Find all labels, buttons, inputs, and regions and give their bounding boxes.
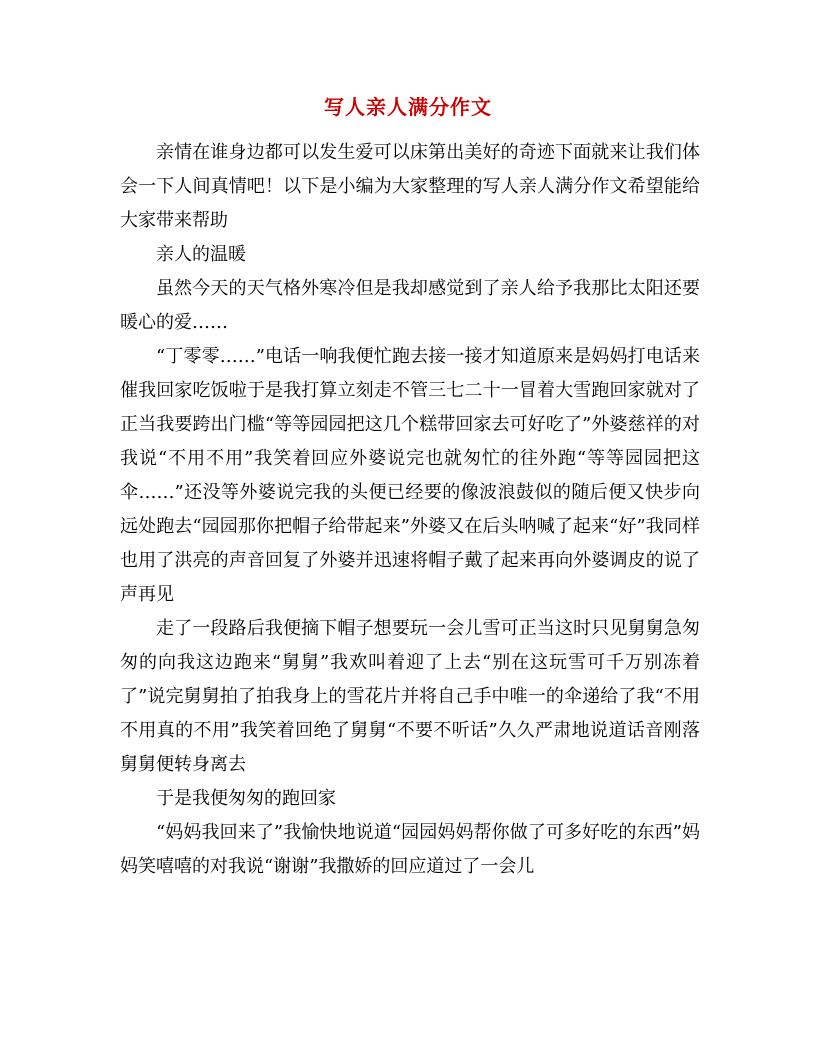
paragraph-intro: 亲情在谁身边都可以发生爱可以床第出美好的奇迹下面就来让我们体会一下人间真情吧！以下是小编为大家整理的写人亲人满分作文希望能给大家带来帮助 — [120, 142, 700, 231]
paragraph-mother: “妈妈我回来了”我愉快地说道“园园妈妈帮你做了可多好吃的东西”妈妈笑嘻嘻的对我说“谢谢”我撒娇的回应道过了一会儿 — [120, 822, 700, 877]
paragraph-phone-call: “丁零零……”电话一响我便忙跑去接一接才知道原来是妈妈打电话来催我回家吃饭啦于是我打算立刻走不管三七二十一冒着大雪跑回家就对了正当我要跨出门槛“等等园园把这几个糕带回家去可好吃了”外婆慈祥的对我说“不用不用”我笑着回应外婆说完也就匆忙的往外跑“等等园园把这伞……”还没等外婆说完我的头便已经要的像波浪鼓似的随后便又快步向远处跑去“园园那你把帽子给带起来”外婆又在后头呐喊了起来“好”我同样也用了洪亮的声音回复了外婆并迅速将帽子戴了起来再向外婆调皮的说了声再见 — [120, 346, 700, 605]
paragraph-subheading: 亲人的温暖 — [156, 244, 246, 265]
document-body — [120, 136, 700, 884]
paragraph-uncle: 走了一段路后我便摘下帽子想要玩一会儿雪可正当这时只见舅舅急匆匆的向我这边跑来“舅舅”我欢叫着迎了上去“别在这玩雪可千万别冻着了”说完舅舅拍了拍我身上的雪花片并将自己手中唯一的伞递给了我“不用不用真的不用”我笑着回绝了舅舅“不要不听话”久久严肃地说道话音刚落舅舅便转身离去 — [120, 618, 700, 775]
paragraph-run-home: 于是我便匆匆的跑回家 — [156, 788, 336, 809]
paragraph-weather: 虽然今天的天气格外寒冷但是我却感觉到了亲人给予我那比太阳还要暖心的爱…… — [120, 278, 700, 333]
page-title: 写人亲人满分作文 — [324, 95, 492, 119]
